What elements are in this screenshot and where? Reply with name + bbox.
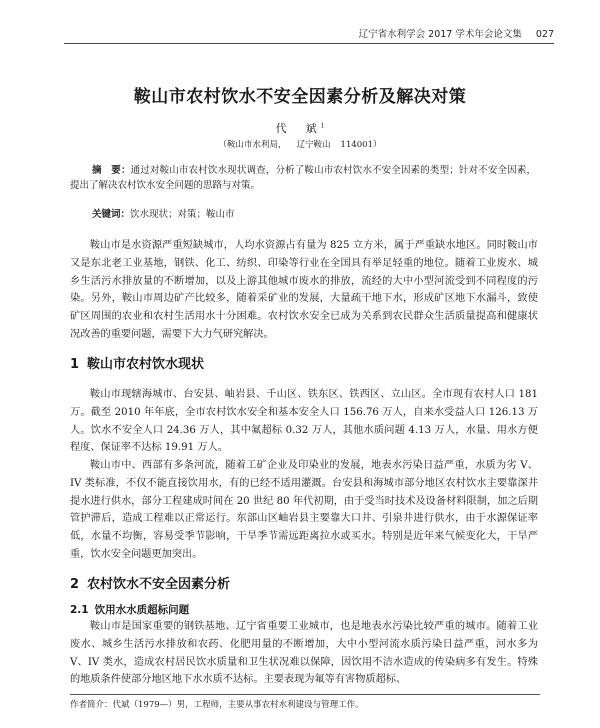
author-footnote-mark: 1 xyxy=(320,122,325,130)
affiliation-org: （鞍山市水利局， xyxy=(218,140,287,150)
intro-paragraph: 鞍山市是水资源严重短缺城市，人均水资源占有量为 825 立方米，属于严重缺水地区。同时鞍山市又是东北老工业基地，钢铁、化工、纺织、印染等行业在全国具有举足轻重的地位。随着工业废水、城乡生活污水排放量的不断增加，以及上游其他城市废水的排放，流经的大中小型河流受到不同程度的污染。另外，鞍山市周边矿产比较多，随着采矿业的发展，大量疏干地下水，形成矿区地下水漏斗，致使矿区周围的农业和农村生活用水十分困难。农村饮水安全已成为关系到农民群众生活质量提高和健康状况改善的重要问题，需要下大力气研究解决。 xyxy=(70,240,538,340)
running-title: 辽宁省水利学会 2017 学术年会论文集 xyxy=(358,29,522,40)
section-1-paragraph-1: 鞍山市现辖海城市、台安县、岫岩县、千山区、铁东区、铁西区、立山区。全市现有农村人口 181 万。截至 2010 年年底，全市农村饮水安全和基本安全人口 156.76 万人，自来水受益人口 126.13 万人。饮水不安全人口 24.36 万人，其中氟超标 0.32 万人，其他水质问题 4.13 万人，水量、用水方便程度、保证率不达标 19.91 万人。 xyxy=(70,389,538,454)
abstract-text: 通过对鞍山市农村饮水现状调查，分析了鞍山市农村饮水不安全因素的类型；针对不安全因素，提出了解决农村饮水安全问题的思路与对策。 xyxy=(70,165,536,191)
keywords-text: 饮水现状；对策；鞍山市 xyxy=(130,209,235,220)
section-2-title: 农村饮水不安全因素分析 xyxy=(87,577,231,592)
author-name: 代 斌 xyxy=(275,122,321,135)
section-2-1-heading xyxy=(70,602,189,617)
running-header xyxy=(359,26,554,40)
section-2-heading xyxy=(70,573,230,592)
author-footnote: 作者简介：代斌（1979—）男，工程师，主要从事农村水利建设与管理工作。 xyxy=(70,700,364,710)
keywords-label: 关键词： xyxy=(92,209,131,220)
section-2-1-number: 2.1 xyxy=(70,604,89,616)
affiliation-place: 辽宁鞍山 xyxy=(296,140,331,150)
section-1-heading xyxy=(70,353,204,372)
affiliation-postcode: 114001） xyxy=(340,140,382,150)
footnote-rule xyxy=(70,694,540,695)
page-number: 027 xyxy=(535,29,554,40)
section-2-1-paragraph-1: 鞍山市是国家重要的钢铁基地、辽宁省重要工业城市，也是地表水污染比较严重的城市。随着工业废水、城乡生活污水排放和农药、化肥用量的不断增加，大中小型河流水质污染日益严重，河水多为 V、IV 类水，造成农村居民饮水质量和卫生状况难以保障，因饮用不洁水造成的传染病多有发生。特殊的地质条件使部分地区地下水水质不达标。主要表现为氟等有害物质超标、 xyxy=(70,621,538,686)
author-line xyxy=(0,120,600,136)
abstract-label: 摘 要： xyxy=(92,165,131,176)
affiliation xyxy=(0,138,600,150)
abstract xyxy=(70,163,536,193)
section-1-paragraph-2: 鞍山市中、西部有多条河流，随着工矿企业及印染业的发展，地表水污染日益严重，水质为劣 V、IV 类标准，不仅不能直接饮用水，有的已经不适用灌溉。台安县和海城市部分地区农村饮水主要靠深井提水进行供水，部分工程建成时间在 20 世纪 80 年代初期，由于受当时技术及设备材料限制，加之后期管护滞后，造成工程难以正常运行。东部山区岫岩县主要靠大口井、引泉井进行供水，由于水源保证率低，水量不均衡，容易受季节影响，干旱季节需远距离拉水或买水。特别是近年来气候变化大，干旱严重，饮水安全问题更加突出。 xyxy=(70,460,538,560)
section-1-number: 1 xyxy=(70,357,80,372)
paper-title: 鞍山市农村饮水不安全因素分析及解决对策 xyxy=(133,87,467,107)
section-2-1-title: 饮用水水质超标问题 xyxy=(94,604,190,616)
section-2-number: 2 xyxy=(70,577,80,592)
section-1-title: 鞍山市农村饮水现状 xyxy=(87,357,205,372)
keywords xyxy=(92,206,235,220)
header-rule xyxy=(64,43,554,44)
